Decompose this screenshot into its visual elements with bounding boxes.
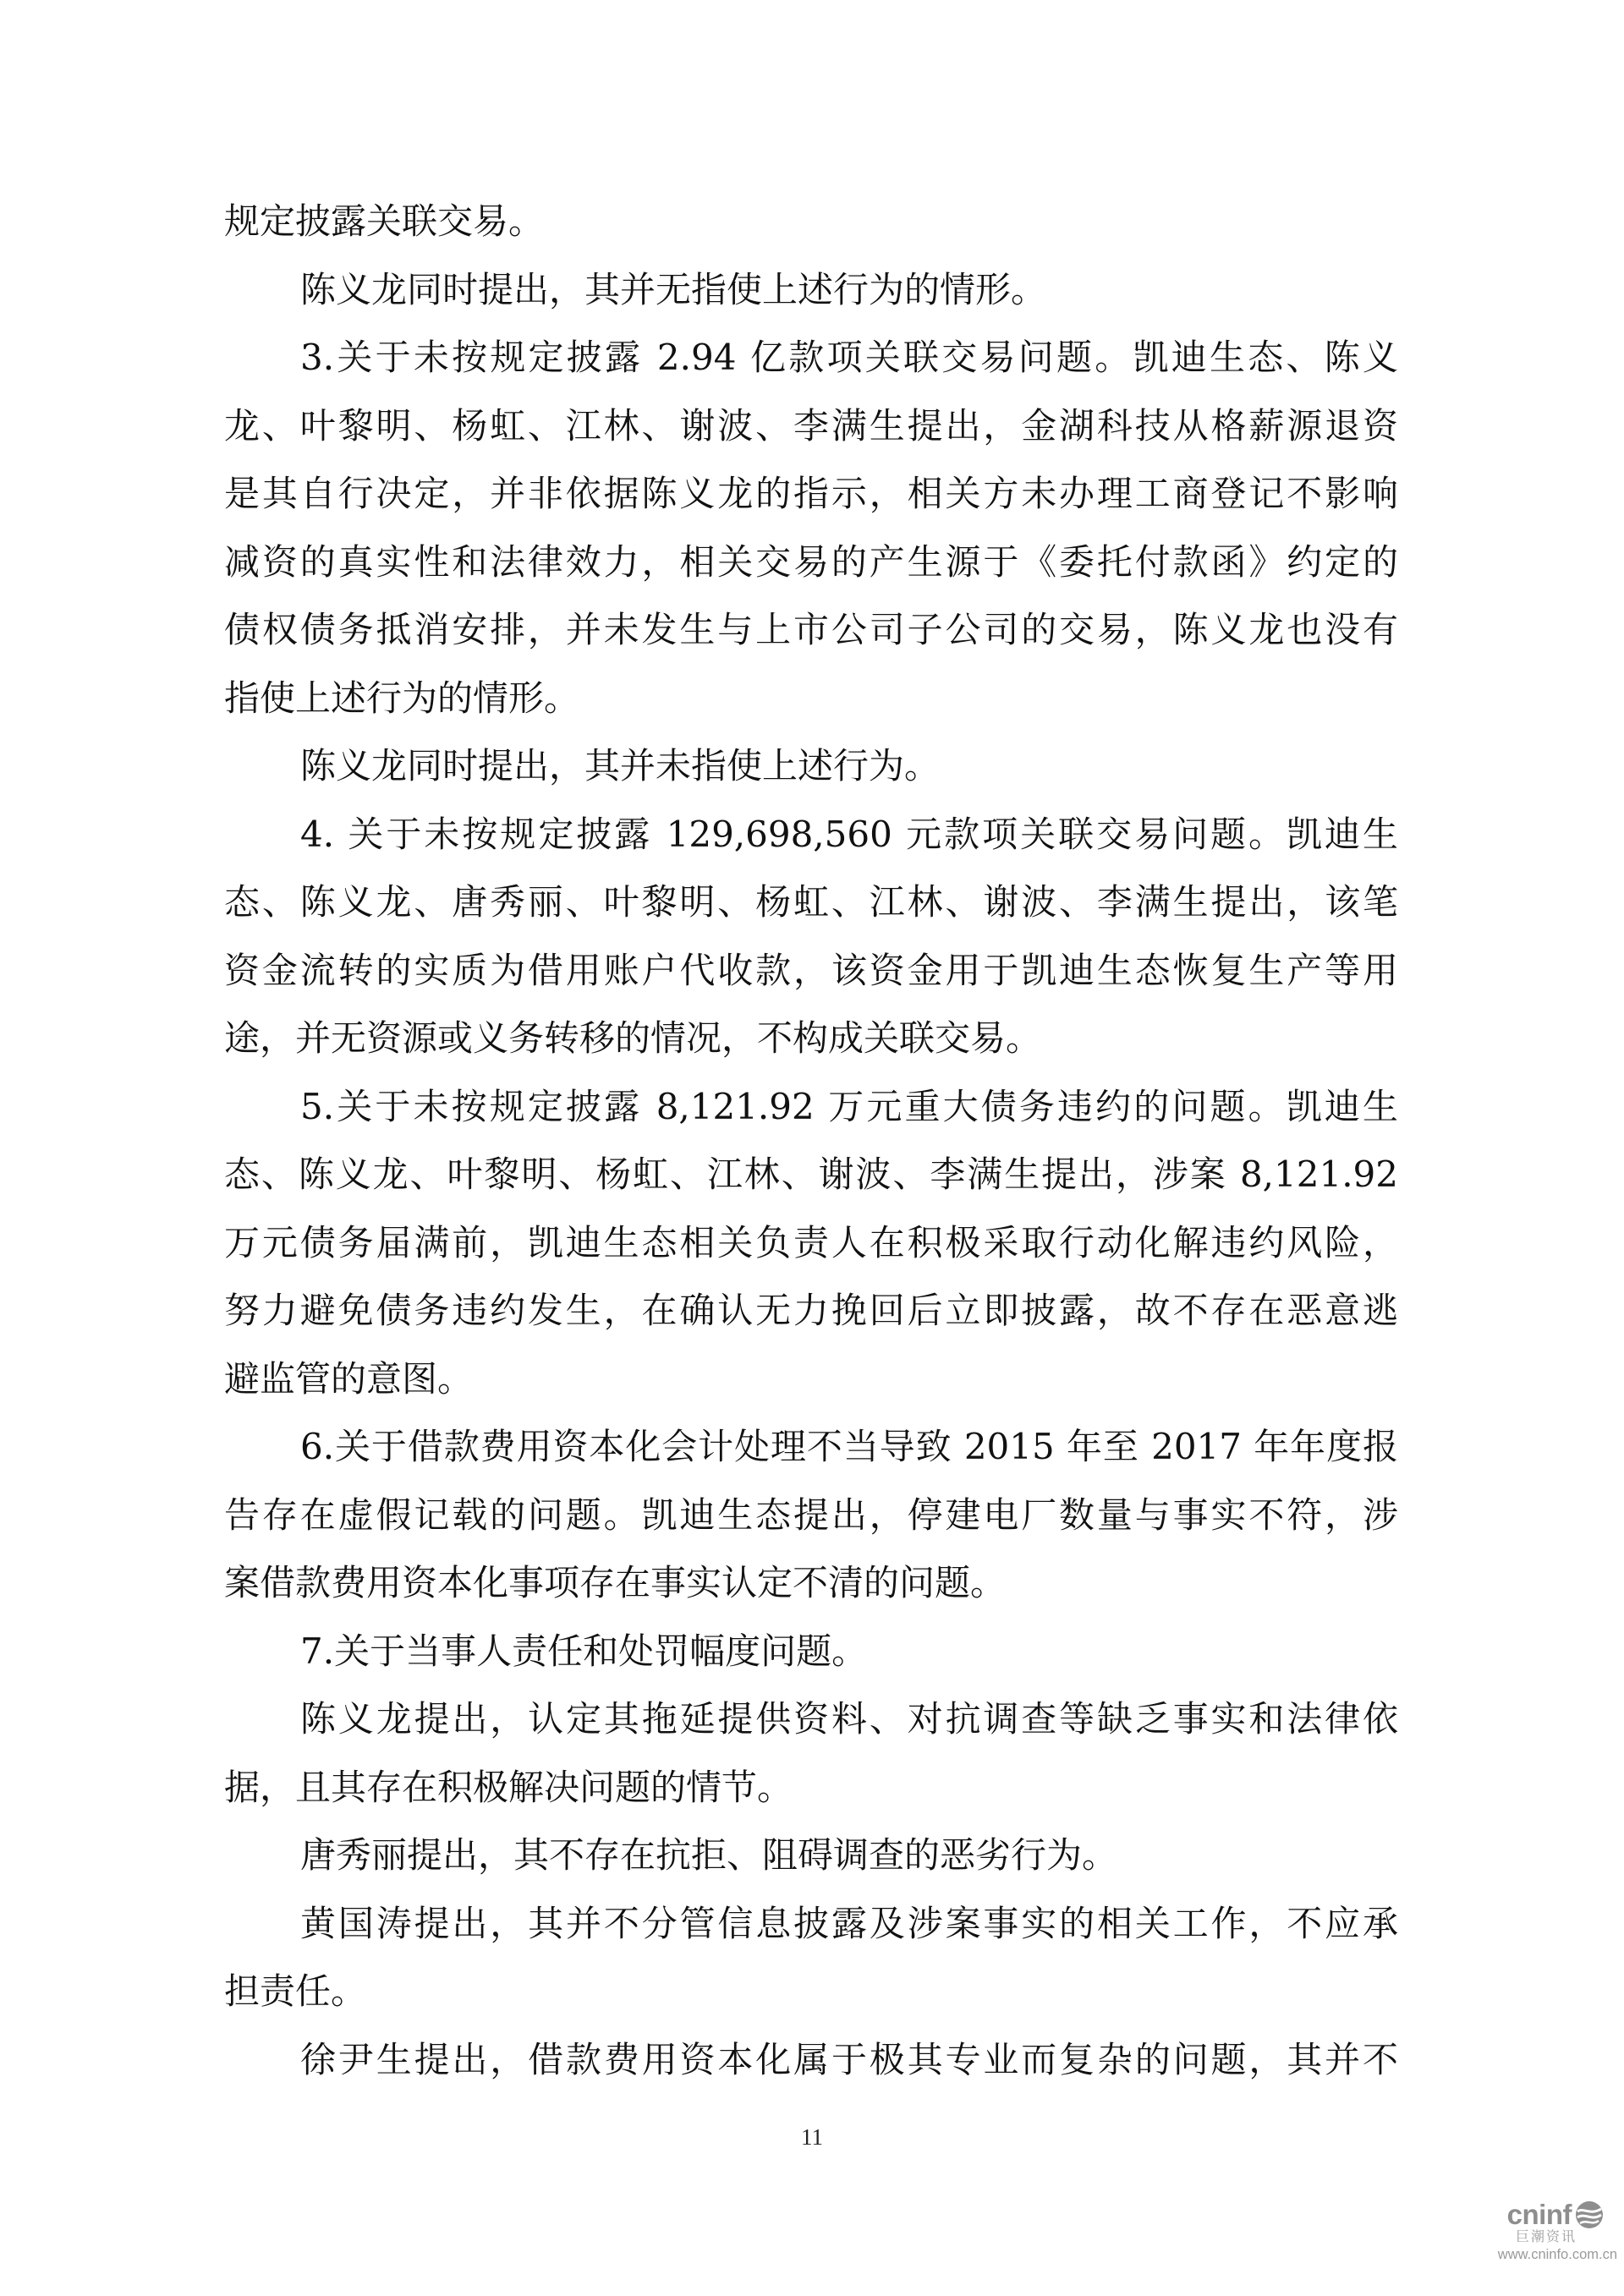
text-line: 5.关于未按规定披露 8,121.92 万元重大债务违约的问题。凯迪生 bbox=[300, 1085, 1398, 1127]
cninfo-watermark bbox=[1462, 2200, 1622, 2263]
text-line: 规定披露关联交易。 bbox=[224, 200, 545, 242]
text-line: 陈义龙同时提出，其并无指使上述行为的情形。 bbox=[300, 268, 1047, 310]
watermark-brand: cninf bbox=[1506, 2199, 1572, 2230]
text-line: 态、陈义龙、唐秀丽、叶黎明、杨虹、江林、谢波、李满生提出，该笔 bbox=[224, 881, 1398, 923]
text-line: 告存在虚假记载的问题。凯迪生态提出，停建电厂数量与事实不符，涉 bbox=[224, 1493, 1398, 1536]
page-number: 11 bbox=[801, 2124, 823, 2150]
text-line: 避监管的意图。 bbox=[224, 1357, 474, 1400]
watermark-url: www.cninfo.com.cn bbox=[1497, 2247, 1617, 2262]
text-line: 黄国涛提出，其并不分管信息披露及涉案事实的相关工作，不应承 bbox=[300, 1902, 1398, 1944]
text-line: 7.关于当事人责任和处罚幅度问题。 bbox=[300, 1630, 868, 1672]
cninfo-wave-logo-icon bbox=[1575, 2200, 1604, 2229]
text-line: 6.关于借款费用资本化会计处理不当导致 2015 年至 2017 年年度报 bbox=[300, 1426, 1398, 1467]
text-line: 资金流转的实质为借用账户代收款，该资金用于凯迪生态恢复生产等用 bbox=[224, 949, 1398, 991]
text-line: 万元债务届满前，凯迪生态相关负责人在积极采取行动化解违约风险， bbox=[224, 1221, 1398, 1263]
text-line: 陈义龙同时提出，其并未指使上述行为。 bbox=[300, 745, 941, 786]
text-line: 态、陈义龙、叶黎明、杨虹、江林、谢波、李满生提出，涉案 8,121.92 bbox=[224, 1153, 1398, 1195]
text-line: 减资的真实性和法律效力，相关交易的产生源于《委托付款函》约定的 bbox=[224, 540, 1398, 583]
text-line: 是其自行决定，并非依据陈义龙的指示，相关方未办理工商登记不影响 bbox=[224, 473, 1398, 514]
text-line: 途，并无资源或义务转移的情况，不构成关联交易。 bbox=[224, 1017, 1042, 1059]
document-body bbox=[224, 188, 1398, 2094]
text-line: 据，且其存在积极解决问题的情节。 bbox=[224, 1766, 793, 1808]
text-line: 陈义龙提出，认定其拖延提供资料、对抗调查等缺乏事实和法律依 bbox=[300, 1698, 1398, 1740]
text-line: 担责任。 bbox=[224, 1970, 367, 2012]
text-line: 唐秀丽提出，其不存在抗拒、阻碍调查的恶劣行为。 bbox=[300, 1834, 1118, 1876]
watermark-brand-row bbox=[1462, 2200, 1604, 2229]
text-line: 指使上述行为的情形。 bbox=[224, 677, 580, 719]
text-line: 4. 关于未按规定披露 129,698,560 元款项关联交易问题。凯迪生 bbox=[300, 813, 1398, 855]
text-line: 徐尹生提出，借款费用资本化属于极其专业而复杂的问题，其并不 bbox=[300, 2038, 1398, 2080]
watermark-chinese-name: 巨潮资讯 bbox=[1515, 2230, 1577, 2244]
text-line: 龙、叶黎明、杨虹、江林、谢波、李满生提出，金湖科技从格薪源退资 bbox=[224, 404, 1398, 447]
text-line: 案借款费用资本化事项存在事实认定不清的问题。 bbox=[224, 1562, 1007, 1603]
text-line: 努力避免债务违约发生，在确认无力挽回后立即披露，故不存在恶意逃 bbox=[224, 1290, 1398, 1331]
text-line: 债权债务抵消安排，并未发生与上市公司子公司的交易，陈义龙也没有 bbox=[224, 609, 1398, 650]
text-line: 3.关于未按规定披露 2.94 亿款项关联交易问题。凯迪生态、陈义 bbox=[300, 337, 1398, 378]
